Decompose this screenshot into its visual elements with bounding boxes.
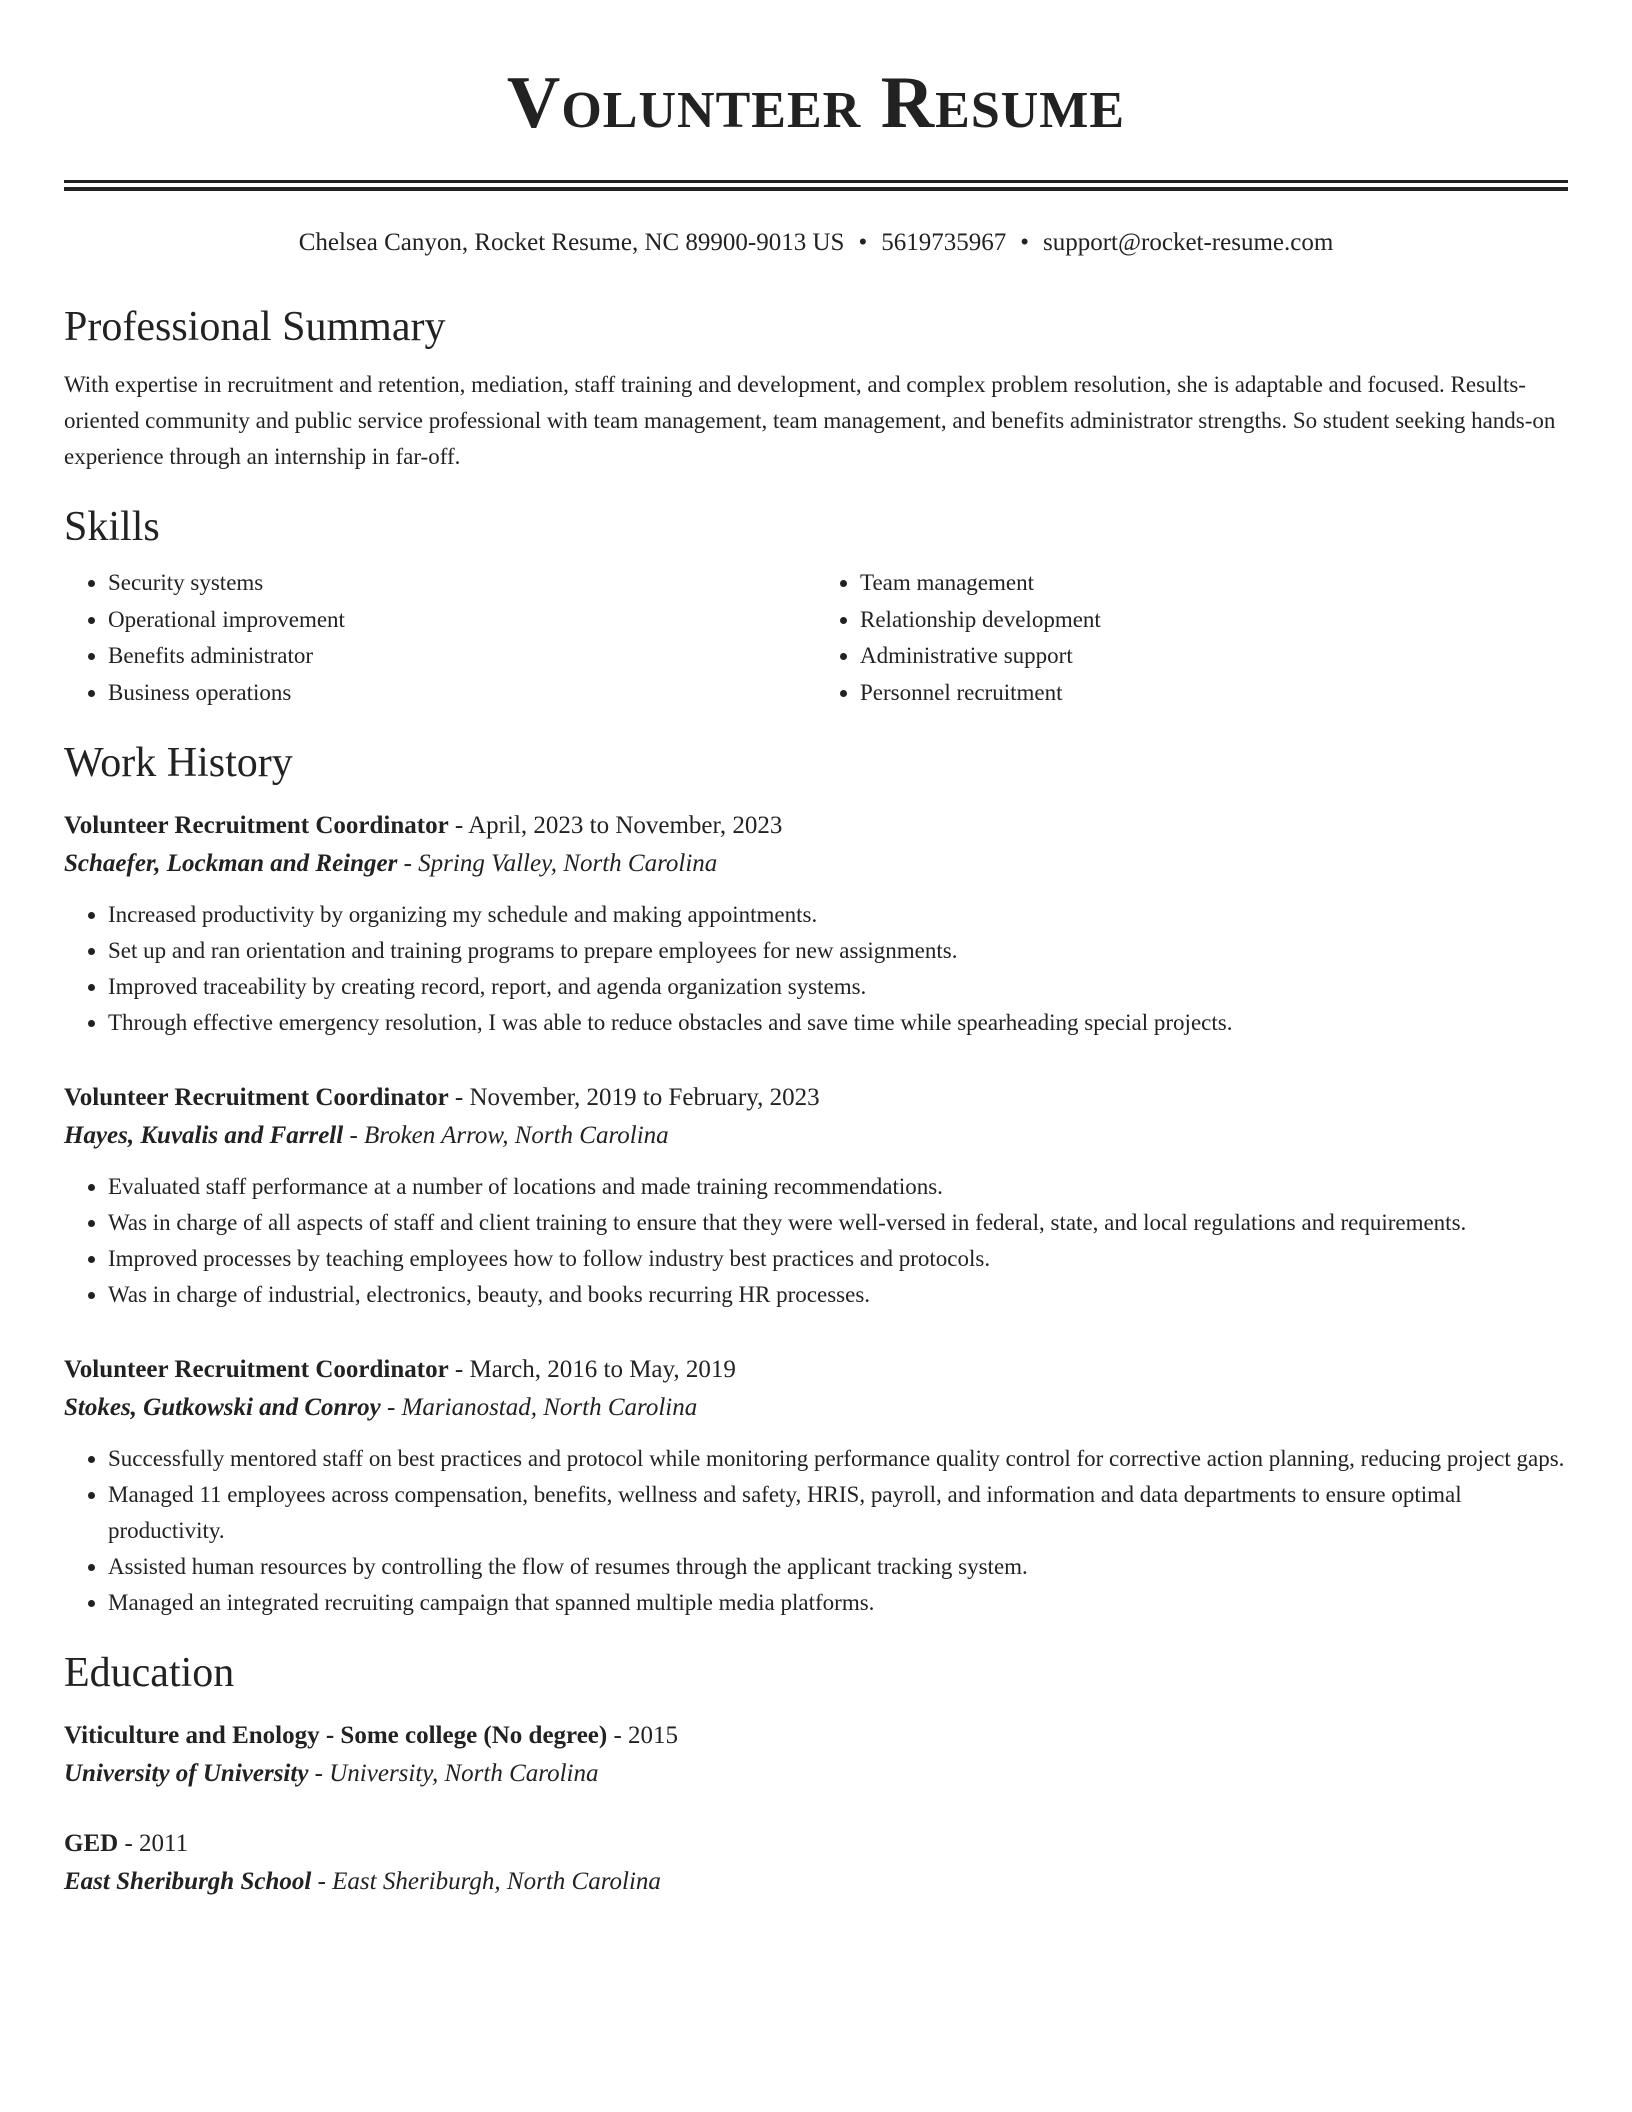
bullet-separator: • bbox=[1020, 229, 1029, 256]
skill-item: • Team management bbox=[860, 565, 1568, 602]
skill-item: • Operational improvement bbox=[108, 602, 816, 639]
job-company-line bbox=[64, 1389, 1568, 1427]
job-dates: - April, 2023 to November, 2023 bbox=[448, 812, 783, 839]
skill-item: • Administrative support bbox=[860, 638, 1568, 675]
job-entry bbox=[64, 1079, 1568, 1313]
job-dates: - March, 2016 to May, 2019 bbox=[448, 1356, 736, 1383]
education-year: - 2011 bbox=[118, 1830, 189, 1857]
title-double-rule bbox=[64, 180, 1568, 191]
work-history-heading: Work History bbox=[64, 740, 293, 786]
job-bullet: • Was in charge of industrial, electronics, beauty, and books recurring HR processes. bbox=[108, 1277, 1568, 1313]
job-entry bbox=[64, 1351, 1568, 1621]
skills-list bbox=[64, 565, 1568, 711]
education-degree: Viticulture and Enology - Some college (No degree) bbox=[64, 1722, 608, 1749]
job-location: - Spring Valley, North Carolina bbox=[397, 850, 718, 877]
resume-title: Volunteer Resume bbox=[506, 62, 1126, 144]
job-company: Stokes, Gutkowski and Conroy bbox=[64, 1394, 381, 1421]
job-company: Hayes, Kuvalis and Farrell bbox=[64, 1122, 344, 1149]
job-location: - Marianostad, North Carolina bbox=[380, 1394, 698, 1421]
job-bullet: • Successfully mentored staff on best practices and protocol while monitoring performance quality control for corrective action planning, reducing project gaps. bbox=[108, 1441, 1568, 1477]
job-bullet: • Managed 11 employees across compensation, benefits, wellness and safety, HRIS, payroll, and information and data departments to ensure optimal productivity. bbox=[108, 1477, 1568, 1549]
education-location: - East Sheriburgh, North Carolina bbox=[311, 1868, 661, 1895]
skills-heading: Skills bbox=[64, 504, 160, 550]
job-bullet: • Improved traceability by creating record, report, and agenda organization systems. bbox=[108, 969, 1568, 1005]
education-school-line bbox=[64, 1863, 1568, 1901]
skill-item: • Relationship development bbox=[860, 602, 1568, 639]
job-dates: - November, 2019 to February, 2023 bbox=[448, 1084, 820, 1111]
job-bullet: • Was in charge of all aspects of staff and client training to ensure that they were well-versed in federal, state, and local regulations and requirements. bbox=[108, 1205, 1568, 1241]
job-bullet: • Set up and ran orientation and training programs to prepare employees for new assignments. bbox=[108, 933, 1568, 969]
job-bullet: • Managed an integrated recruiting campaign that spanned multiple media platforms. bbox=[108, 1585, 1568, 1621]
job-location: - Broken Arrow, North Carolina bbox=[343, 1122, 669, 1149]
job-title: Volunteer Recruitment Coordinator bbox=[64, 812, 449, 839]
education-year: - 2015 bbox=[607, 1722, 679, 1749]
contact-phone: 5619735967 bbox=[881, 229, 1007, 256]
job-company-line bbox=[64, 1117, 1568, 1155]
summary-text: With expertise in recruitment and retention, mediation, staff training and development, and complex problem resolution, she is adaptable and focused. Results-oriented community and public service professional with team management, team management, and benefits administrator strengths. So student seeking hands-on experience through an internship in far-off. bbox=[64, 372, 1556, 469]
summary-heading: Professional Summary bbox=[64, 304, 446, 350]
skills-column-right bbox=[816, 565, 1568, 711]
job-bullets bbox=[64, 1169, 1568, 1313]
job-bullet: • Assisted human resources by controlling the flow of resumes through the applicant tracking system. bbox=[108, 1549, 1568, 1585]
job-bullet: • Through effective emergency resolution, I was able to reduce obstacles and save time while spearheading special projects. bbox=[108, 1005, 1568, 1041]
job-bullet: • Improved processes by teaching employees how to follow industry best practices and protocols. bbox=[108, 1241, 1568, 1277]
education-school: East Sheriburgh School bbox=[64, 1868, 312, 1895]
skills-column-left bbox=[64, 565, 816, 711]
bullet-separator: • bbox=[858, 229, 868, 256]
job-bullet: • Increased productivity by organizing my schedule and making appointments. bbox=[108, 897, 1568, 933]
skill-item: • Benefits administrator bbox=[108, 638, 816, 675]
job-bullet: • Evaluated staff performance at a number of locations and made training recommendations. bbox=[108, 1169, 1568, 1205]
job-entry bbox=[64, 807, 1568, 1041]
job-title: Volunteer Recruitment Coordinator bbox=[64, 1084, 449, 1111]
education-entry bbox=[64, 1717, 1568, 1793]
education-degree: GED bbox=[64, 1830, 119, 1857]
job-title-line bbox=[64, 807, 1568, 845]
job-bullets bbox=[64, 1441, 1568, 1621]
education-school-line bbox=[64, 1755, 1568, 1793]
education-degree-line bbox=[64, 1717, 1568, 1755]
job-title-line bbox=[64, 1079, 1568, 1117]
job-company: Schaefer, Lockman and Reinger bbox=[64, 850, 398, 877]
education-location: - University, North Carolina bbox=[308, 1760, 599, 1787]
job-bullets bbox=[64, 897, 1568, 1041]
education-degree-line bbox=[64, 1825, 1568, 1863]
education-heading: Education bbox=[64, 1650, 235, 1696]
job-company-line bbox=[64, 845, 1568, 883]
job-title-line bbox=[64, 1351, 1568, 1389]
contact-email: support@rocket-resume.com bbox=[1043, 229, 1334, 256]
skill-item: • Security systems bbox=[108, 565, 816, 602]
contact-line bbox=[64, 227, 1568, 259]
skill-item: • Personnel recruitment bbox=[860, 675, 1568, 712]
education-school: University of University bbox=[64, 1760, 309, 1787]
contact-address: Chelsea Canyon, Rocket Resume, NC 89900-9013 US bbox=[298, 229, 845, 256]
education-entry bbox=[64, 1825, 1568, 1901]
skill-item: • Business operations bbox=[108, 675, 816, 712]
job-title: Volunteer Recruitment Coordinator bbox=[64, 1356, 449, 1383]
